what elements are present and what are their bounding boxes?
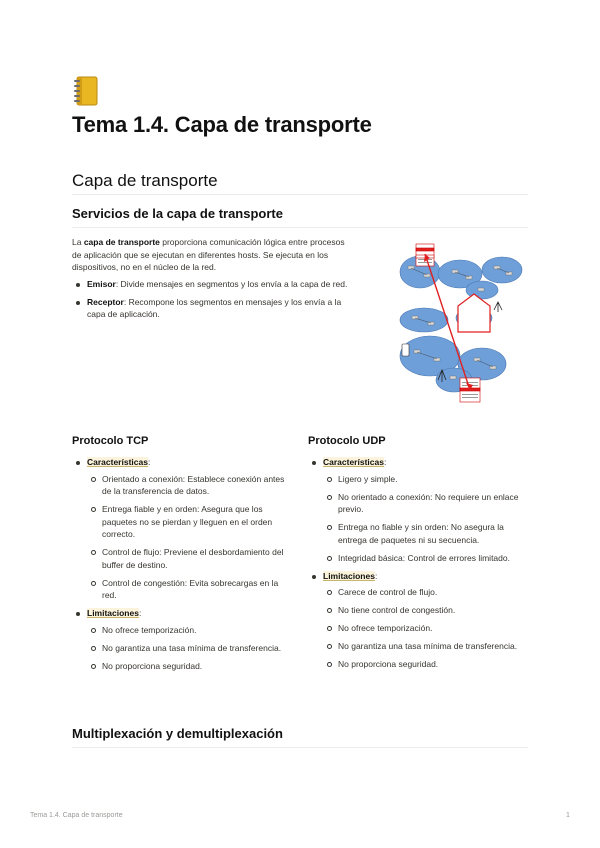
page-title: Tema 1.4. Capa de transporte bbox=[72, 112, 372, 137]
list-item: No garantiza una tasa mínima de transferencia. bbox=[87, 642, 292, 655]
list-item: No tiene control de congestión. bbox=[323, 604, 530, 617]
list-item: No orientado a conexión: No requiere un enlace previo. bbox=[323, 491, 530, 516]
list-item: Entrega fiable y en orden: Asegura que los paquetes no se pierdan y lleguen en el orden correcto. bbox=[87, 503, 292, 541]
section-heading: Capa de transporte bbox=[72, 171, 218, 190]
list-item: Integridad básica: Control de errores limitado. bbox=[323, 552, 530, 565]
list-item: No proporciona seguridad. bbox=[323, 658, 530, 671]
services-intro: La capa de transporte proporciona comunicación lógica entre procesos de aplicación que se ejecutan en diferentes hosts. Se ejecuta en los dispositivos, no en el núcleo de la red. bbox=[72, 237, 345, 272]
list-item: Control de flujo: Previene el desbordamiento del buffer de destino. bbox=[87, 546, 292, 571]
services-heading: Servicios de la capa de transporte bbox=[72, 206, 283, 221]
list-item: Características: Orientado a conexión: Establece conexión antes de la transferencia de datos. Entrega fiable y en orden: Asegura que los paquetes no se pierdan y lleguen en el orden correcto. Control de flujo: Previene el desbordamiento del buffer de destino. Control de congestión: Evita sobrecargas en la red. bbox=[72, 456, 292, 602]
list-item: Limitaciones: No ofrece temporización. No garantiza una tasa mínima de transferencia. No proporciona seguridad. bbox=[72, 607, 292, 672]
list-item: No proporciona seguridad. bbox=[87, 660, 292, 673]
udp-heading: Protocolo UDP bbox=[308, 435, 386, 447]
page-number: 1 bbox=[566, 812, 570, 819]
tcp-heading: Protocolo TCP bbox=[72, 435, 149, 447]
list-item: Orientado a conexión: Establece conexión antes de la transferencia de datos. bbox=[87, 473, 292, 498]
notebook-icon bbox=[73, 76, 99, 106]
list-item: Ligero y simple. bbox=[323, 473, 530, 486]
list-item: Entrega no fiable y sin orden: No asegura la entrega de paquetes ni su secuencia. bbox=[323, 521, 530, 546]
footer-title: Tema 1.4. Capa de transporte bbox=[30, 812, 123, 819]
list-item: Limitaciones: Carece de control de flujo. No tiene control de congestión. No ofrece temporización. No garantiza una tasa mínima de transferencia. No proporciona seguridad. bbox=[308, 570, 530, 671]
list-item: No garantiza una tasa mínima de transferencia. bbox=[323, 640, 530, 653]
udp-list bbox=[308, 456, 530, 676]
services-divider bbox=[72, 227, 528, 228]
list-item: No ofrece temporización. bbox=[323, 622, 530, 635]
mux-heading: Multiplexación y demultiplexación bbox=[72, 726, 283, 741]
list-item: Características: Ligero y simple. No orientado a conexión: No requiere un enlace previo. Entrega no fiable y sin orden: No asegura la entrega de paquetes ni su secuencia. Integridad básica: Control de errores limitado. bbox=[308, 456, 530, 564]
list-item: Carece de control de flujo. bbox=[323, 586, 530, 599]
mux-divider bbox=[72, 747, 528, 748]
list-item: Control de congestión: Evita sobrecargas en la red. bbox=[87, 577, 292, 602]
tcp-list bbox=[72, 456, 292, 678]
transport-network-diagram bbox=[394, 240, 526, 408]
list-item: No ofrece temporización. bbox=[87, 624, 292, 637]
list-item: Receptor: Recompone los segmentos en mensajes y los envía a la capa de aplicación. bbox=[72, 296, 352, 321]
services-list bbox=[72, 278, 352, 326]
list-item: Emisor: Divide mensajes en segmentos y los envía a la capa de red. bbox=[72, 278, 352, 291]
section-divider bbox=[72, 194, 528, 195]
